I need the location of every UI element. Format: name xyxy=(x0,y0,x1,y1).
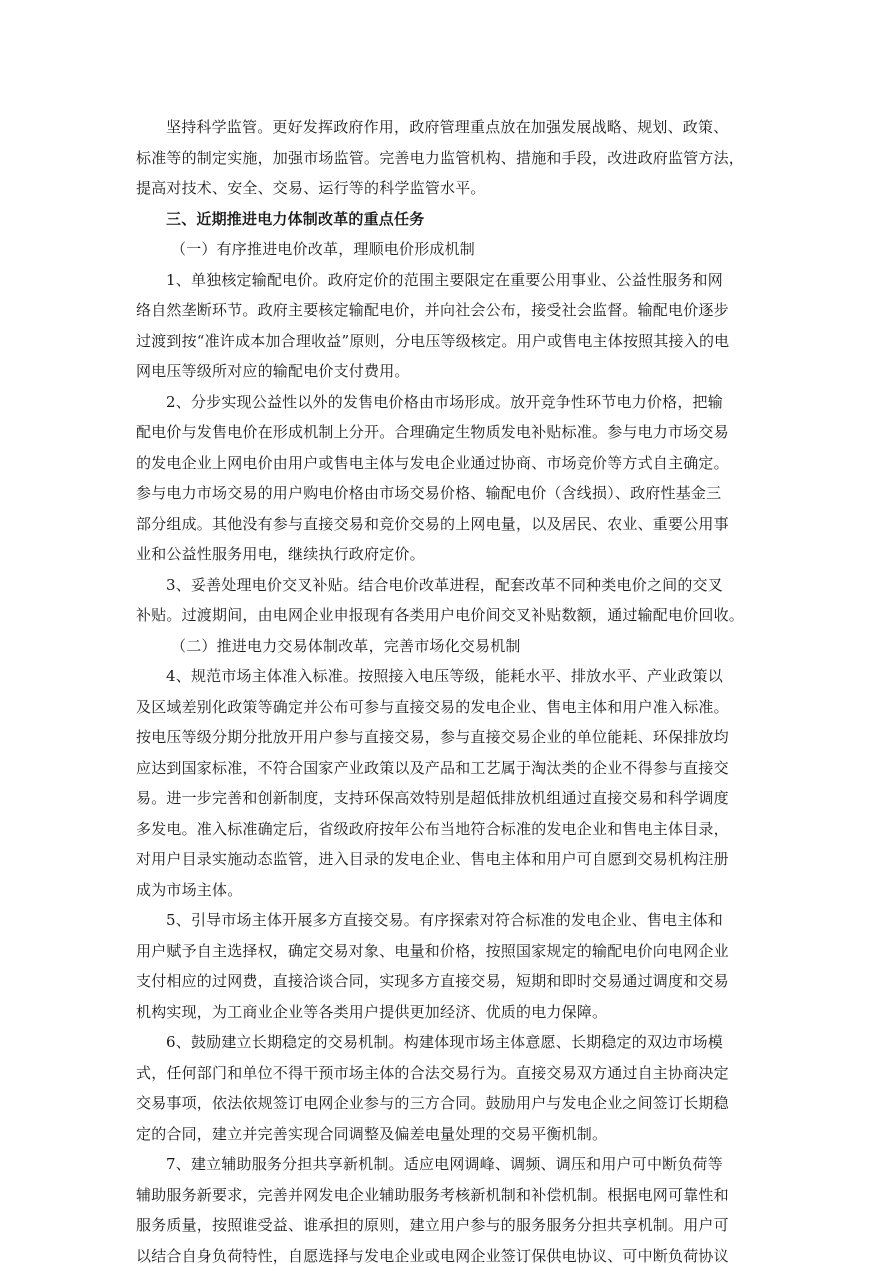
text-line: 提高对技术、安全、交易、运行等的科学监管水平。 xyxy=(136,173,776,204)
text-line: 补贴。过渡期间，由电网企业申报现有各类用户电价间交叉补贴数额，通过输配电价回收。 xyxy=(136,600,776,631)
paragraph-item-6 xyxy=(136,1027,776,1149)
text-line: 网电压等级所对应的输配电价支付费用。 xyxy=(136,356,776,387)
text-line: 业和公益性服务用电，继续执行政府定价。 xyxy=(136,539,776,570)
text-line: 按电压等级分期分批放开用户参与直接交易，参与直接交易企业的单位能耗、环保排放均 xyxy=(136,722,776,753)
paragraph-item-2 xyxy=(136,387,776,570)
text-line: 以结合自身负荷特性，自愿选择与发电企业或电网企业签订保供电协议、可中断负荷协议 xyxy=(136,1241,776,1271)
text-line: 应达到国家标准，不符合国家产业政策以及产品和工艺属于淘汰类的企业不得参与直接交 xyxy=(136,753,776,784)
paragraph-item-7 xyxy=(136,1149,776,1271)
paragraph-item-1 xyxy=(136,265,776,387)
text-line: 配电价与发售电价在形成机制上分开。合理确定生物质发电补贴标准。参与电力市场交易 xyxy=(136,417,776,448)
text-line: 4、规范市场主体准入标准。按照接入电压等级，能耗水平、排放水平、产业政策以 xyxy=(136,661,776,692)
paragraph-intro-tail xyxy=(136,112,776,204)
text-line: 用户赋予自主选择权，确定交易对象、电量和价格，按照国家规定的输配电价向电网企业 xyxy=(136,936,776,967)
text-line: 及区域差别化政策等确定并公布可参与直接交易的发电企业、售电主体和用户准入标准。 xyxy=(136,692,776,723)
text-line: 5、引导市场主体开展多方直接交易。有序探索对符合标准的发电企业、售电主体和 xyxy=(136,905,776,936)
text-line: 辅助服务新要求，完善并网发电企业辅助服务考核新机制和补偿机制。根据电网可靠性和 xyxy=(136,1180,776,1211)
text-line: 部分组成。其他没有参与直接交易和竞价交易的上网电量，以及居民、农业、重要公用事 xyxy=(136,509,776,540)
text-line: 7、建立辅助服务分担共享新机制。适应电网调峰、调频、调压和用户可中断负荷等 xyxy=(136,1149,776,1180)
text-line: 易。进一步完善和创新制度，支持环保高效特别是超低排放机组通过直接交易和科学调度 xyxy=(136,783,776,814)
text-line: 机构实现，为工商业企业等各类用户提供更加经济、优质的电力保障。 xyxy=(136,997,776,1028)
text-line: 络自然垄断环节。政府主要核定输配电价，并向社会公布，接受社会监督。输配电价逐步 xyxy=(136,295,776,326)
text-line: 参与电力市场交易的用户购电价格由市场交易价格、输配电价（含线损）、政府性基金三 xyxy=(136,478,776,509)
text-line: 3、妥善处理电价交叉补贴。结合电价改革进程，配套改革不同种类电价之间的交叉 xyxy=(136,570,776,601)
subsection-heading-2: （二）推进电力交易体制改革，完善市场化交易机制 xyxy=(136,631,776,662)
text-line: 的发电企业上网电价由用户或售电主体与发电企业通过协商、市场竞价等方式自主确定。 xyxy=(136,448,776,479)
text-line: 2、分步实现公益性以外的发售电价格由市场形成。放开竞争性环节电力价格，把输 xyxy=(136,387,776,418)
text-line: 1、单独核定输配电价。政府定价的范围主要限定在重要公用事业、公益性服务和网 xyxy=(136,265,776,296)
subsection-heading-1: （一）有序推进电价改革，理顺电价形成机制 xyxy=(136,234,776,265)
text-line: 式，任何部门和单位不得干预市场主体的合法交易行为。直接交易双方通过自主协商决定 xyxy=(136,1058,776,1089)
section-heading-3: 三、近期推进电力体制改革的重点任务 xyxy=(136,204,776,235)
text-line: 支付相应的过网费，直接洽谈合同，实现多方直接交易，短期和即时交易通过调度和交易 xyxy=(136,966,776,997)
text-line: 定的合同，建立并完善实现合同调整及偏差电量处理的交易平衡机制。 xyxy=(136,1119,776,1150)
text-line: 交易事项，依法依规签订电网企业参与的三方合同。鼓励用户与发电企业之间签订长期稳 xyxy=(136,1088,776,1119)
text-line: 标准等的制定实施，加强市场监管。完善电力监管机构、措施和手段，改进政府监管方法， xyxy=(136,143,776,174)
text-line: 服务质量，按照谁受益、谁承担的原则，建立用户参与的服务服务分担共享机制。用户可 xyxy=(136,1210,776,1241)
text-line: 对用户目录实施动态监管，进入目录的发电企业、售电主体和用户可自愿到交易机构注册 xyxy=(136,844,776,875)
text-line: 6、鼓励建立长期稳定的交易机制。构建体现市场主体意愿、长期稳定的双边市场模 xyxy=(136,1027,776,1058)
text-line: 坚持科学监管。更好发挥政府作用，政府管理重点放在加强发展战略、规划、政策、 xyxy=(136,112,776,143)
text-body xyxy=(136,112,776,1271)
paragraph-item-5 xyxy=(136,905,776,1027)
paragraph-item-4 xyxy=(136,661,776,905)
text-line: 成为市场主体。 xyxy=(136,875,776,906)
paragraph-item-3 xyxy=(136,570,776,631)
text-line: 过渡到按“准许成本加合理收益”原则，分电压等级核定。用户或售电主体按照其接入的电 xyxy=(136,326,776,357)
text-line: 多发电。准入标准确定后，省级政府按年公布当地符合标准的发电企业和售电主体目录， xyxy=(136,814,776,845)
